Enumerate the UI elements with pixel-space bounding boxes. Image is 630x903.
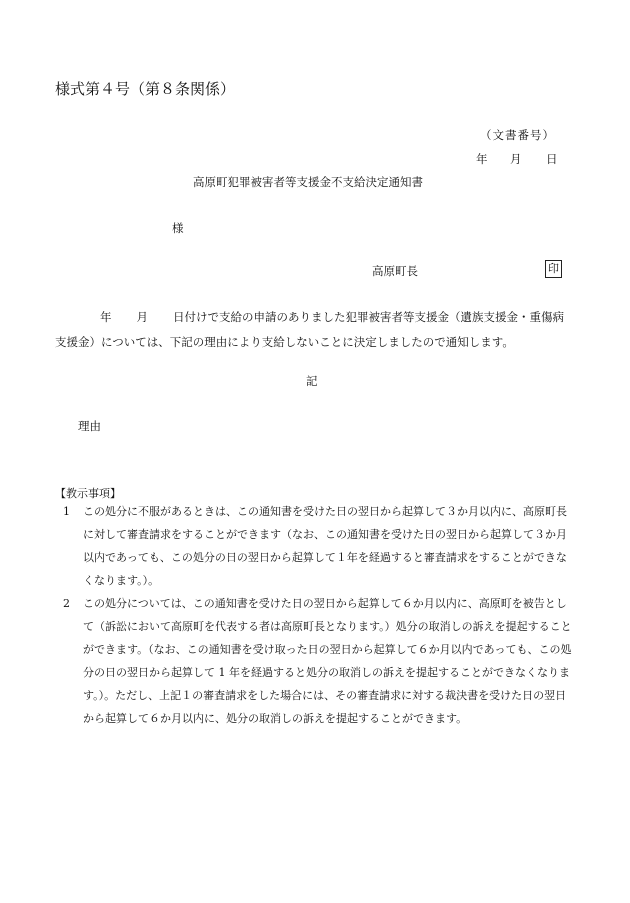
notice-item-number: 2 xyxy=(63,597,70,610)
sender-name: 高原町長 xyxy=(372,264,418,278)
notice-item-text: この処分に不服があるときは、この通知書を受けた日の翌日から起算して３か月以内に、高原町長に対して審査請求をすることができます（なお、この通知書を受けた日の翌日から起算して３か月以内であっても、この処分の日の翌日から起算して１年を経過すると審査請求をすることができなくなります。）。 xyxy=(83,505,567,587)
body-month: 月 xyxy=(136,310,148,324)
notice-item xyxy=(55,500,575,592)
date-year: 年 xyxy=(476,152,488,166)
notice-heading: 【教示事項】 xyxy=(55,487,121,500)
body-year: 年 xyxy=(100,310,112,324)
document-title: 高原町犯罪被害者等支援金不支給決定通知書 xyxy=(193,175,423,189)
document-number: （文書番号） xyxy=(480,128,555,142)
addressee-suffix: 様 xyxy=(172,221,184,235)
date-day: 日 xyxy=(546,152,558,166)
date-month: 月 xyxy=(510,152,522,166)
body-text-line1: 日付けで支給の申請のありました犯罪被害者等支援金（遺族支援金・重傷病 xyxy=(173,310,564,324)
seal-box: 印 xyxy=(545,260,562,278)
body-text-line2: 支援金）については、下記の理由により支給しないことに決定しましたので通知します。 xyxy=(55,335,514,349)
notice-item xyxy=(55,592,575,730)
body-paragraph xyxy=(55,305,575,355)
notice-list xyxy=(55,500,575,730)
notice-item-text: この処分については、この通知書を受けた日の翌日から起算して６か月以内に、高原町を被告として（訴訟において高原町を代表する者は高原町長となります。）処分の取消しの訴えを提起することができます。（なお、この通知書を受け取った日の翌日から起算して６か月以内であっても、この処分の日の翌日から起算して 1 年を経過すると処分の取消しの訴えを提起することができなくなります。）。ただし、上記１の審査請求をした場合には、その審査請求に対する裁決書を受けた日の翌日から起算して６か月以内に、処分の取消しの訴えを提起することができます。 xyxy=(83,597,572,725)
notice-item-number: 1 xyxy=(63,505,70,518)
form-label: 様式第４号（第８条関係） xyxy=(55,80,236,98)
reason-label: 理由 xyxy=(78,419,101,433)
ki-heading: 記 xyxy=(306,374,318,388)
